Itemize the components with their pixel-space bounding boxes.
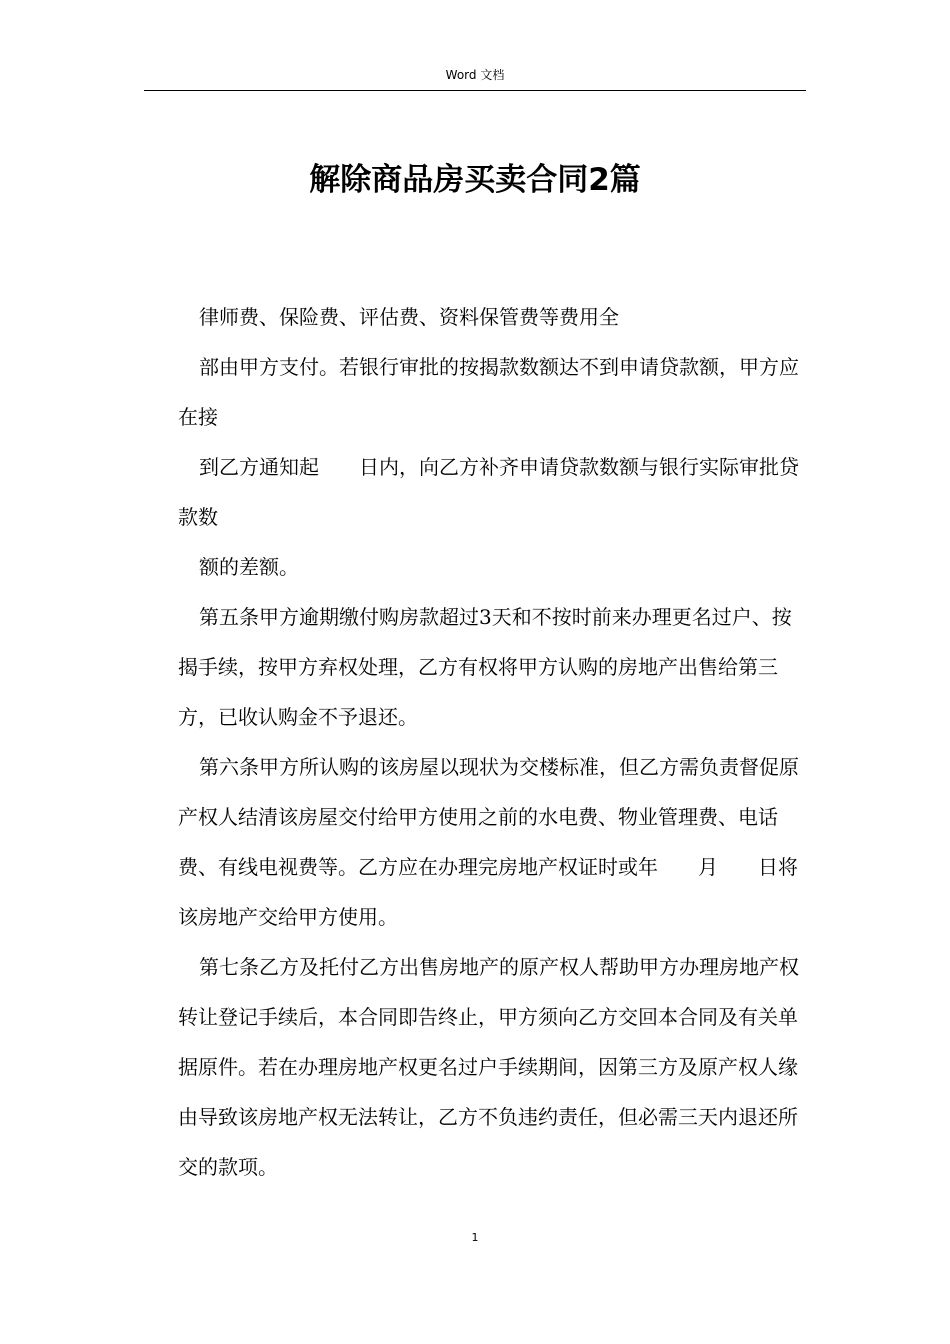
- paragraph: 第六条甲方所认购的该房屋以现状为交楼标准，但乙方需负责督促原产权人结清该房屋交付给甲方使用之前的水电费、物业管理费、电话费、有线电视费等。乙方应在办理完房地产权证时或年 月 日将该房地产交给甲方使用。: [178, 755, 799, 929]
- document-body: [178, 292, 810, 1192]
- paragraph: 第七条乙方及托付乙方出售房地产的原产权人帮助甲方办理房地产权转让登记手续后，本合同即告终止，甲方须向乙方交回本合同及有关单据原件。若在办理房地产权更名过户手续期间，因第三方及原产权人缘由导致该房地产权无法转让，乙方不负违约责任，但必需三天内退还所交的款项。: [178, 955, 799, 1179]
- page-header: [144, 64, 806, 91]
- paragraph: 第五条甲方逾期缴付购房款超过3天和不按时前来办理更名过户、按揭手续，按甲方弃权处理，乙方有权将甲方认购的房地产出售给第三方，已收认购金不予退还。: [178, 605, 792, 729]
- header-label: Word 文档: [445, 68, 505, 82]
- page-number: 1: [471, 1231, 479, 1244]
- document-title: 解除商品房买卖合同2篇: [309, 162, 641, 198]
- paragraph: 额的差额。: [199, 555, 299, 579]
- paragraph: 部由甲方支付。若银行审批的按揭款数额达不到申请贷款额，甲方应在接: [178, 355, 799, 429]
- paragraph: 到乙方通知起 日内，向乙方补齐申请贷款数额与银行实际审批贷款数: [178, 455, 799, 529]
- paragraph: 律师费、保险费、评估费、资料保管费等费用全: [199, 305, 619, 329]
